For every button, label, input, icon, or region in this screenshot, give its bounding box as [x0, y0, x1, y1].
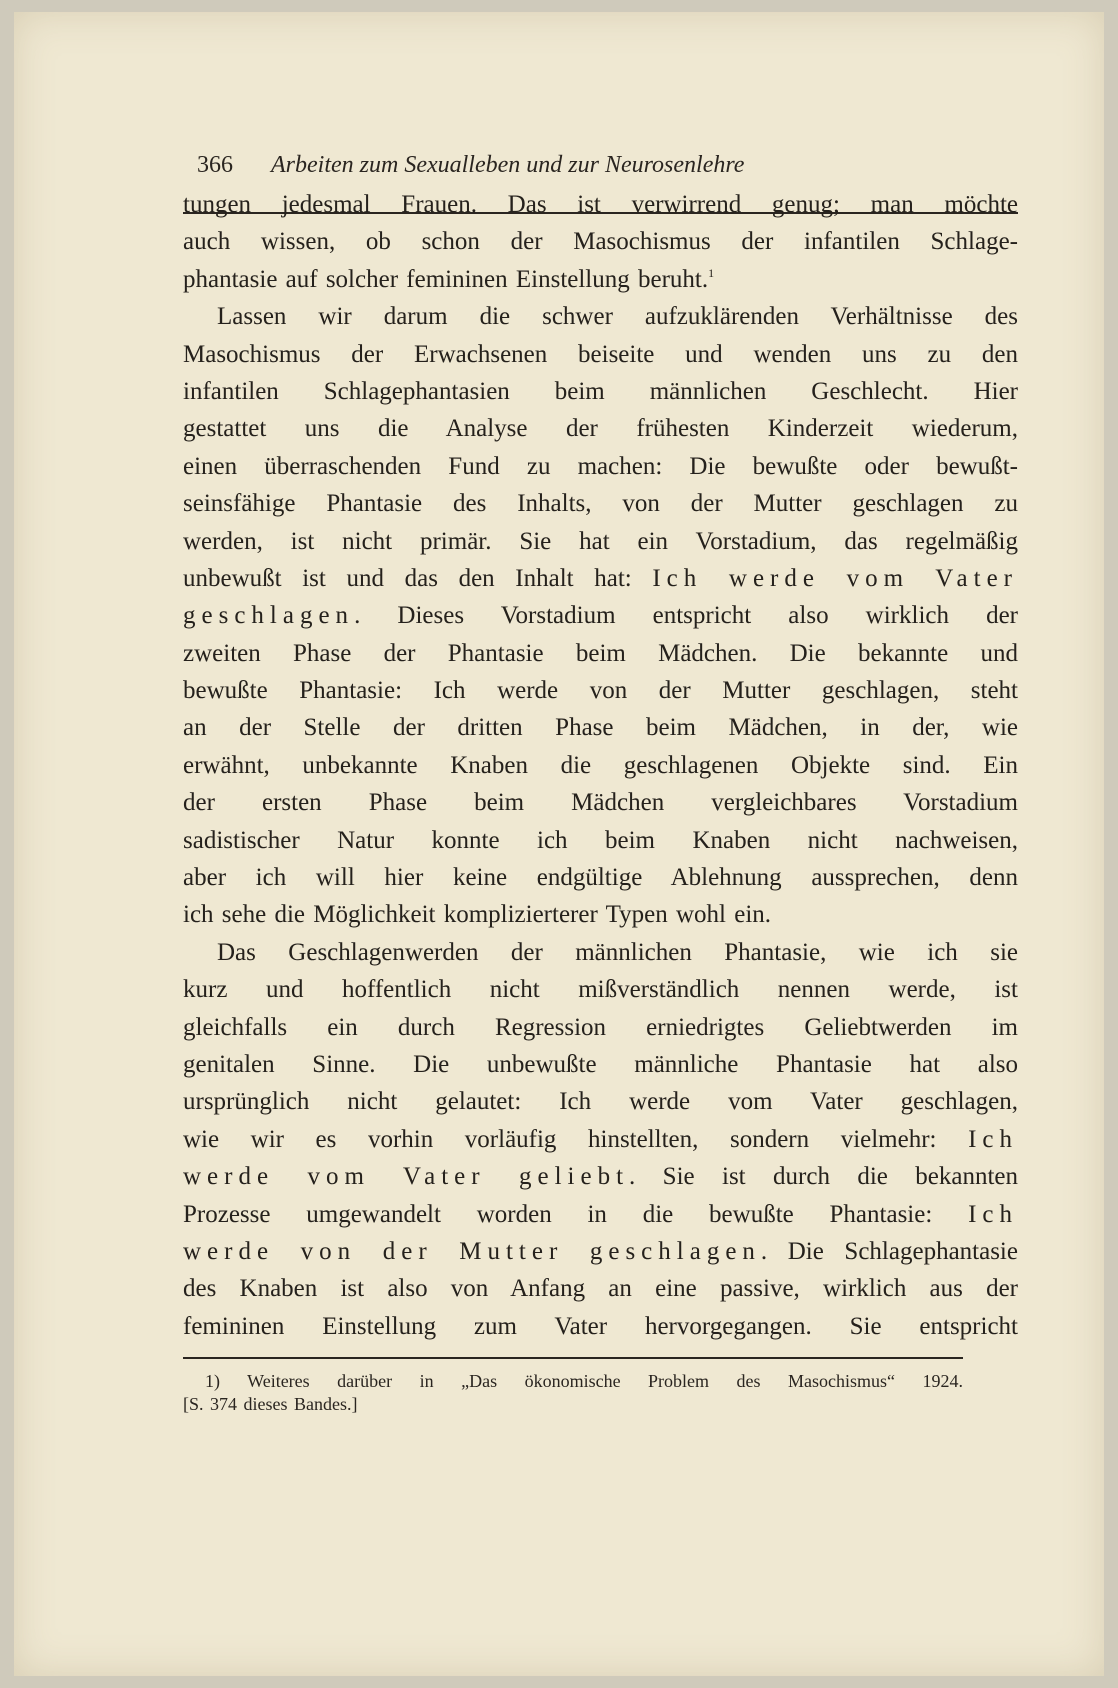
footnote-line: [S. 374 dieses Bandes.]: [183, 1394, 358, 1414]
text-line: [183, 1121, 1018, 1158]
text-segment: phantasie auf solcher femininen Einstellung beruht.: [183, 265, 709, 293]
text-segment: auch wissen, ob schon der Masochismus der infantilen Schlage-: [183, 228, 1018, 256]
text-line: [183, 597, 1018, 634]
text-segment: kurz und hoffentlich nicht mißverständlich nennen werde, ist: [183, 976, 1018, 1004]
spaced-emphasis-text: Ich: [968, 1125, 1018, 1153]
text-line: [183, 709, 1018, 746]
body-text: [183, 186, 1018, 1345]
footnote-line: 1) Weiteres darüber in „Das ökonomische Problem des Masochismus“ 1924.: [205, 1371, 963, 1391]
footnote: [183, 1370, 963, 1416]
page-number: 366: [197, 152, 233, 178]
text-segment: sadistischer Natur konnte ich beim Knaben nicht nachweisen,: [183, 826, 1018, 854]
text-line: [183, 186, 1018, 223]
text-segment: ich sehe die Möglichkeit komplizierterer Typen wohl ein.: [183, 901, 772, 929]
text-segment: gleichfalls ein durch Regression erniedrigtes Geliebtwerden im: [183, 1013, 1018, 1041]
text-line: [183, 934, 1018, 971]
text-segment: einen überraschenden Fund zu machen: Die bewußte oder bewußt-: [183, 452, 1018, 480]
spaced-emphasis-text: werde vom Vater geliebt: [183, 1163, 630, 1191]
text-segment: erwähnt, unbekannte Knaben die geschlagenen Objekte sind. Ein: [183, 751, 1018, 779]
text-line: [183, 1196, 1018, 1233]
text-line: [183, 784, 1018, 821]
text-line: [183, 410, 1018, 447]
text-line: [183, 1083, 1018, 1120]
book-page: [14, 12, 1104, 1676]
text-segment: Das Geschlagenwerden der männlichen Phantasie, wie ich sie: [217, 938, 1018, 966]
text-line: [183, 1046, 1018, 1083]
text-segment: bewußte Phantasie: Ich werde von der Mutter geschlagen, steht: [183, 677, 1018, 705]
spaced-emphasis-text: Ich: [968, 1200, 1018, 1228]
text-segment: unbewußt ist und das den Inhalt hat:: [183, 564, 653, 592]
text-segment: Prozesse umgewandelt worden in die bewußte Phantasie:: [183, 1200, 969, 1228]
text-segment: an der Stelle der dritten Phase beim Mädchen, in der, wie: [183, 714, 1018, 742]
footnote-marker: 1: [708, 265, 715, 280]
text-segment: ursprünglich nicht gelautet: Ich werde vom Vater geschlagen,: [183, 1088, 1018, 1116]
text-line: [183, 896, 1018, 933]
text-line: [183, 298, 1018, 335]
text-segment: Masochismus der Erwachsenen beiseite und wenden uns zu den: [183, 340, 1018, 368]
text-line: [183, 373, 1018, 410]
text-segment: . Die Schlagephantasie: [760, 1237, 1018, 1265]
text-line: [183, 859, 1018, 896]
text-segment: . Sie ist durch die bekannten: [629, 1163, 1019, 1191]
text-segment: werden, ist nicht primär. Sie hat ein Vorstadium, das regelmäßig: [183, 527, 1018, 555]
text-line: [183, 485, 1018, 522]
running-title: Arbeiten zum Sexualleben und zur Neurosenlehre: [271, 152, 745, 178]
text-line: [183, 1009, 1018, 1046]
text-segment: des Knaben ist also von Anfang an eine passive, wirklich aus der: [183, 1275, 1018, 1303]
text-segment: . Dieses Vorstadium entspricht also wirklich der: [354, 602, 1018, 630]
text-segment: zweiten Phase der Phantasie beim Mädchen. Die bekannte und: [183, 639, 1018, 667]
text-segment: wie wir es vorhin vorläufig hinstellten, sondern vielmehr:: [183, 1125, 969, 1153]
text-line: [183, 635, 1018, 672]
text-segment: Lassen wir darum die schwer aufzuklärenden Verhältnisse des: [217, 303, 1018, 331]
text-segment: tungen jedesmal Frauen. Das ist verwirrend genug; man möchte: [183, 191, 1018, 218]
text-line: [183, 560, 1018, 597]
text-line: [183, 1270, 1018, 1307]
footnote-rule: [183, 1357, 963, 1359]
text-line: [183, 1158, 1018, 1195]
text-segment: seinsfähige Phantasie des Inhalts, von der Mutter geschlagen zu: [183, 490, 1018, 518]
spaced-emphasis-text: werde von der Mutter geschlagen: [183, 1237, 761, 1265]
text-line: [183, 448, 1018, 485]
text-segment: infantilen Schlagephantasien beim männlichen Geschlecht. Hier: [183, 377, 1018, 405]
text-line: [183, 672, 1018, 709]
text-line: [183, 223, 1018, 260]
text-segment: gestattet uns die Analyse der frühesten Kinderzeit wiederum,: [183, 415, 1018, 443]
text-line: [183, 971, 1018, 1008]
text-segment: genitalen Sinne. Die unbewußte männliche Phantasie hat also: [183, 1050, 1018, 1078]
text-line: [183, 822, 1018, 859]
text-segment: femininen Einstellung zum Vater hervorgegangen. Sie entspricht: [183, 1312, 1018, 1340]
text-segment: der ersten Phase beim Mädchen vergleichbares Vorstadium: [183, 789, 1018, 817]
text-segment: aber ich will hier keine endgültige Ablehnung aussprechen, denn: [183, 864, 1018, 892]
text-line: [183, 1308, 1018, 1345]
text-line: [183, 747, 1018, 784]
spaced-emphasis-text: Ich werde vom Vater: [652, 564, 1018, 592]
text-line: [183, 261, 1018, 298]
text-line: [183, 336, 1018, 373]
spaced-emphasis-text: geschlagen: [183, 602, 355, 630]
text-line: [183, 523, 1018, 560]
text-line: [183, 1233, 1018, 1270]
